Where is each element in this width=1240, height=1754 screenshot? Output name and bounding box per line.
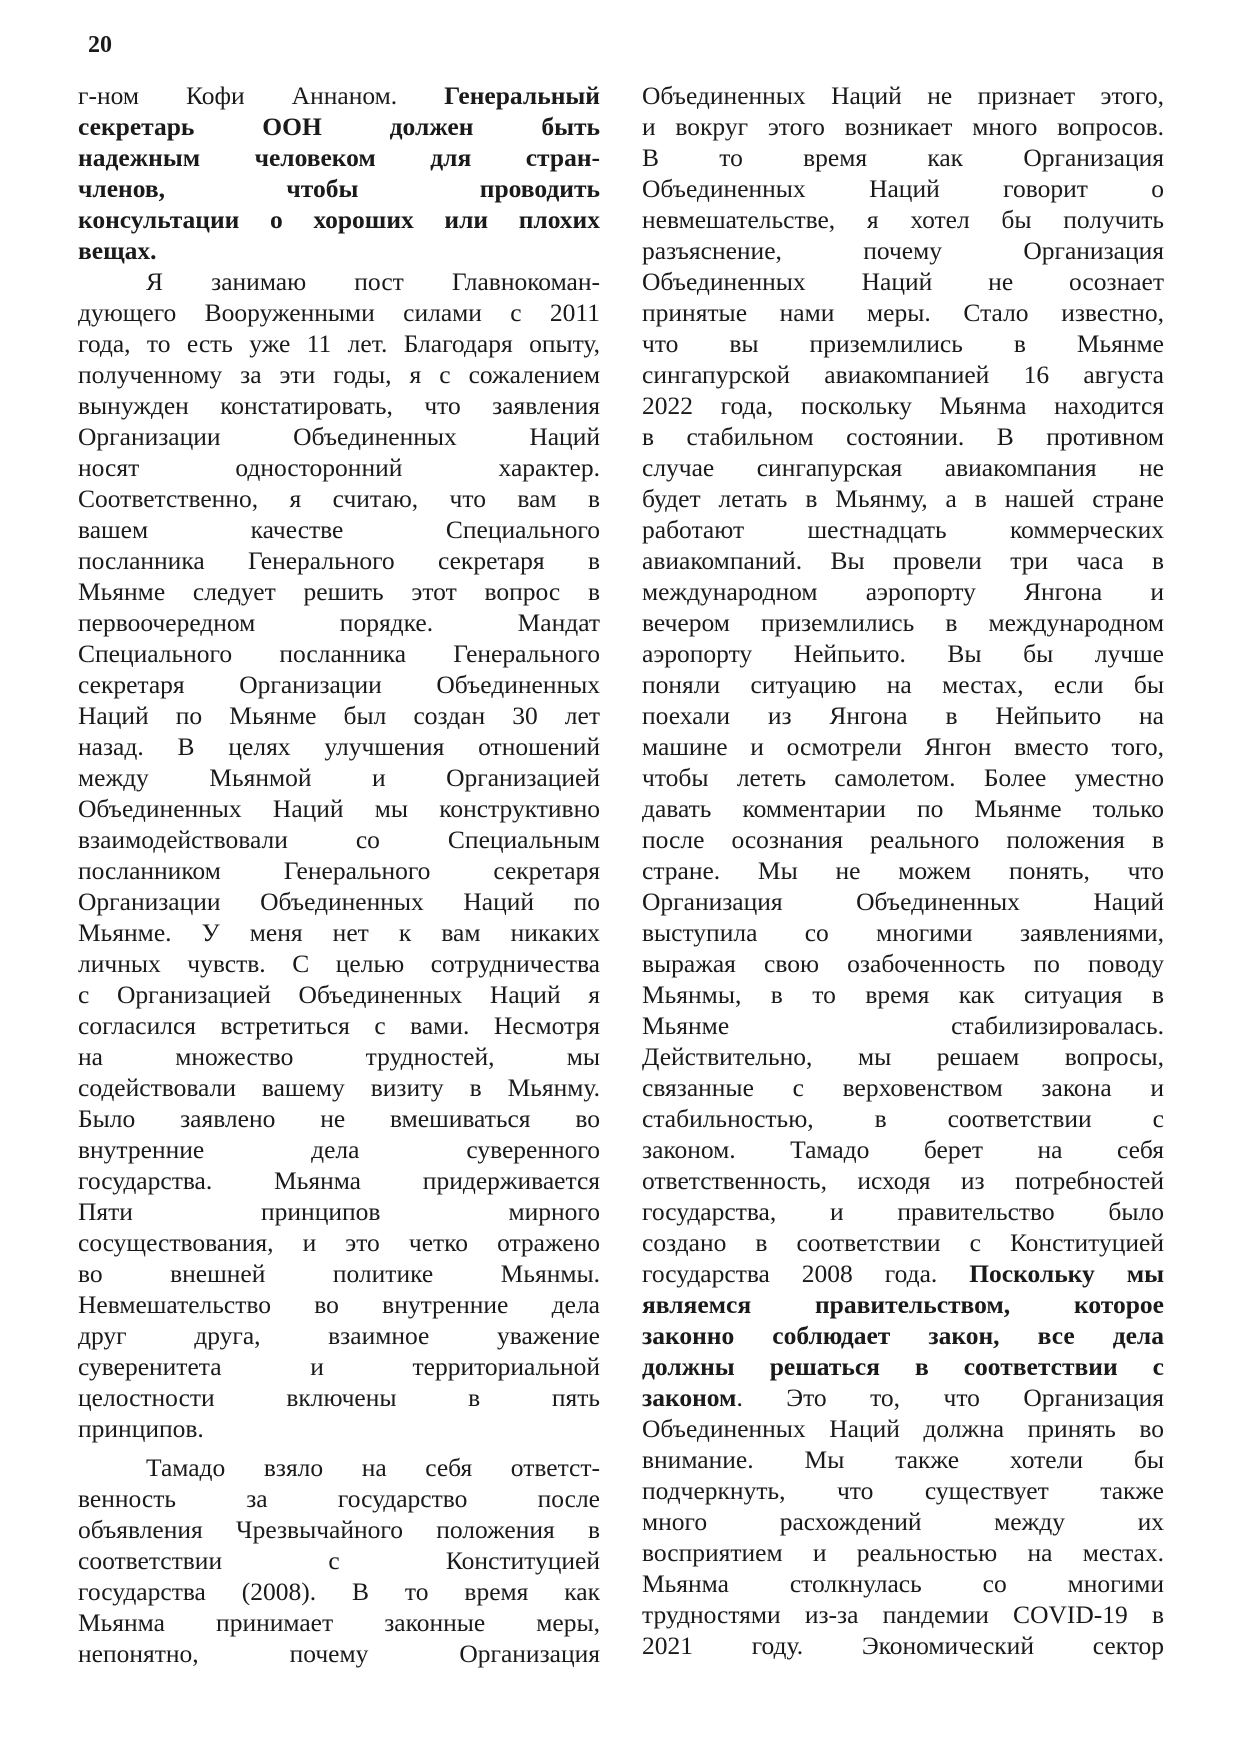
left-column-line [78, 607, 600, 638]
text-run: Мьянме. У меня нет к вам никаких [78, 918, 600, 947]
right-column-line [642, 1041, 1164, 1072]
left-column-line [78, 142, 600, 173]
text-run: взаимодействовали со Специальным [78, 825, 600, 854]
text-run: Соответственно, я считаю, что вам в [78, 484, 600, 513]
left-column-line [78, 948, 600, 979]
text-run: Наций по Мьянме был создан 30 лет [78, 701, 600, 730]
left-column-line [78, 793, 600, 824]
right-column-line [642, 483, 1164, 514]
text-run: посланником Генерального секретаря [78, 856, 600, 885]
text-run: между Мьянмой и Организацией [78, 763, 600, 792]
left-column-line [78, 1413, 600, 1444]
text-run: вечером приземлились в международном [642, 608, 1164, 637]
left-column-line [78, 1576, 600, 1607]
right-column-line [642, 855, 1164, 886]
text-run: Организация Объединенных Наций [642, 887, 1164, 916]
left-column-line [78, 80, 600, 111]
right-column-line [642, 669, 1164, 700]
right-column-line [642, 1103, 1164, 1134]
bold-text: надежным человеком для стран- [78, 143, 600, 172]
text-run: друг друга, взаимное уважение [78, 1321, 600, 1350]
text-run: Объединенных Наций говорит о [642, 174, 1164, 203]
right-column-line [642, 1134, 1164, 1165]
right-column-line [642, 1506, 1164, 1537]
text-run: государства, и правительство было [642, 1197, 1164, 1226]
text-run: восприятием и реальностью на местах. [642, 1538, 1164, 1567]
left-column-line [78, 1638, 600, 1669]
right-column-line [642, 1568, 1164, 1599]
text-run: назад. В целях улучшения отношений [78, 732, 600, 761]
bold-text: являемся правительством, которое [642, 1290, 1164, 1319]
left-column-line [78, 266, 600, 297]
text-run: посланника Генерального секретаря в [78, 546, 600, 575]
text-run: Я занимаю пост Главнокоман- [146, 267, 600, 296]
right-column-line [642, 1351, 1164, 1382]
right-column-line [642, 359, 1164, 390]
left-column-line [78, 297, 600, 328]
text-run: стране. Мы не можем понять, что [642, 856, 1164, 885]
text-run: машине и осмотрели Янгон вместо того, [642, 732, 1164, 761]
text-run: Мьянма принимает законные меры, [78, 1608, 600, 1637]
text-run: Действительно, мы решаем вопросы, [642, 1042, 1164, 1071]
left-column-line [78, 1607, 600, 1638]
text-run: стабильностью, в соответствии с [642, 1104, 1164, 1133]
text-run: принципов. [78, 1414, 204, 1443]
text-run: подчеркнуть, что существует также [642, 1476, 1164, 1505]
text-run: объявления Чрезвычайного положения в [78, 1515, 600, 1544]
text-run: сосуществования, и это четко отражено [78, 1228, 600, 1257]
text-run: дующего Вооруженными силами с 2011 [78, 298, 600, 327]
text-run: Объединенных Наций должна принять во [642, 1414, 1164, 1443]
right-column-line [642, 1289, 1164, 1320]
right-column-line [642, 1599, 1164, 1630]
text-run: на множество трудностей, мы [78, 1042, 600, 1071]
text-run: работают шестнадцать коммерческих [642, 515, 1164, 544]
right-column-line [642, 1165, 1164, 1196]
text-run: много расхождений между их [642, 1507, 1164, 1536]
text-run: вашем качестве Специального [78, 515, 600, 544]
left-column-line [78, 328, 600, 359]
right-column-line [642, 142, 1164, 173]
text-run: сингапурской авиакомпанией 16 августа [642, 360, 1164, 389]
text-run: законом. Тамадо берет на себя [642, 1135, 1164, 1164]
right-column-line [642, 1320, 1164, 1351]
right-column-line [642, 1537, 1164, 1568]
text-run: носят односторонний характер. [78, 453, 600, 482]
left-column-line [78, 762, 600, 793]
text-run: 2021 году. Экономический сектор [642, 1631, 1164, 1660]
text-run: целостности включены в пять [78, 1383, 600, 1412]
text-run: поехали из Янгона в Нейпьито на [642, 701, 1164, 730]
right-column-line [642, 545, 1164, 576]
left-column-line [78, 421, 600, 452]
left-column-line [78, 1072, 600, 1103]
text-run: поняли ситуацию на местах, если бы [642, 670, 1164, 699]
left-column-line [78, 1134, 600, 1165]
left-column-line [78, 1320, 600, 1351]
text-run: разъяснение, почему Организация [642, 236, 1164, 265]
text-run: давать комментарии по Мьянме только [642, 794, 1164, 823]
text-run: суверенитета и территориальной [78, 1352, 600, 1381]
text-run: государства. Мьянма придерживается [78, 1166, 600, 1195]
right-column-line [642, 917, 1164, 948]
right-column-line [642, 948, 1164, 979]
text-run: и вокруг этого возникает много вопросов. [642, 112, 1164, 141]
left-column-line [78, 886, 600, 917]
bold-text: Генеральный [444, 81, 600, 110]
left-column-line [78, 483, 600, 514]
text-run: года, то есть уже 11 лет. Благодаря опыту, [78, 329, 600, 358]
text-run: в стабильном состоянии. В противном [642, 422, 1164, 451]
bold-text: законно соблюдает закон, все дела [642, 1321, 1164, 1350]
text-run: Мьянмы, в то время как ситуация в [642, 980, 1164, 1009]
right-column-line [642, 1413, 1164, 1444]
text-run: В то время как Организация [642, 143, 1164, 172]
bold-text: секретарь ООН должен быть [78, 112, 600, 141]
text-run: Объединенных Наций не осознает [642, 267, 1164, 296]
left-column-line [78, 1483, 600, 1514]
left-column-line [78, 1382, 600, 1413]
text-run: содействовали вашему визиту в Мьянму. [78, 1073, 600, 1102]
right-column-line [642, 1630, 1164, 1661]
text-run: Специального посланника Генерального [78, 639, 600, 668]
left-column-line [78, 204, 600, 235]
text-run: выражая свою озабоченность по поводу [642, 949, 1164, 978]
text-run: 2022 года, поскольку Мьянма находится [642, 391, 1164, 420]
left-column-line [78, 235, 600, 266]
text-run: Невмешательство во внутренние дела [78, 1290, 600, 1319]
text-run: выступила со многими заявлениями, [642, 918, 1164, 947]
text-run: невмешательстве, я хотел бы получить [642, 205, 1164, 234]
bold-text: консультации о хороших или плохих [78, 205, 600, 234]
text-run: Тамадо взяло на себя ответст- [146, 1453, 600, 1482]
right-column-line [642, 824, 1164, 855]
left-column-line [78, 514, 600, 545]
right-column-line [642, 979, 1164, 1010]
right-column-line [642, 452, 1164, 483]
left-column-line [78, 638, 600, 669]
text-run: первоочередном порядке. Мандат [78, 608, 600, 637]
right-column-line [642, 1444, 1164, 1475]
bold-text: законом [642, 1383, 737, 1412]
text-run: Мьянме стабилизировалась. [642, 1011, 1164, 1040]
right-column-line [642, 886, 1164, 917]
right-text-column [642, 80, 1164, 1661]
left-column-line [78, 1103, 600, 1134]
bold-text: Поскольку мы [969, 1259, 1164, 1288]
right-column-line [642, 638, 1164, 669]
left-column-line [78, 855, 600, 886]
bold-text: вещах. [78, 236, 157, 265]
right-column-line [642, 793, 1164, 824]
text-run: будет летать в Мьянму, а в нашей стране [642, 484, 1164, 513]
left-column-line [78, 359, 600, 390]
right-column-line [642, 111, 1164, 142]
left-column-line [78, 917, 600, 948]
text-run: Пяти принципов мирного [78, 1197, 600, 1226]
left-column-line [78, 824, 600, 855]
right-column-line [642, 576, 1164, 607]
text-run: Мьянме следует решить этот вопрос в [78, 577, 600, 606]
right-column-line [642, 173, 1164, 204]
left-column-line [78, 1258, 600, 1289]
text-run: государства (2008). В то время как [78, 1577, 600, 1606]
text-run: вынужден констатировать, что заявления [78, 391, 600, 420]
right-column-line [642, 204, 1164, 235]
right-column-line [642, 731, 1164, 762]
bold-text: должны решаться в соответствии с [642, 1352, 1164, 1381]
right-column-line [642, 80, 1164, 111]
text-run: связанные с верховенством закона и [642, 1073, 1164, 1102]
text-run: непонятно, почему Организация [78, 1639, 600, 1668]
text-run: личных чувств. С целью сотрудничества [78, 949, 600, 978]
left-column-line [78, 545, 600, 576]
left-text-column [78, 80, 600, 1669]
text-run: что вы приземлились в Мьянме [642, 329, 1164, 358]
right-column-line [642, 762, 1164, 793]
left-column-line [78, 1351, 600, 1382]
text-run: международном аэропорту Янгона и [642, 577, 1164, 606]
bold-text: членов, чтобы проводить [78, 174, 600, 203]
text-run: принятые нами меры. Стало известно, [642, 298, 1164, 327]
right-column-line [642, 1010, 1164, 1041]
left-column-line [78, 1165, 600, 1196]
text-run: ответственность, исходя из потребностей [642, 1166, 1164, 1195]
text-run: внутренние дела суверенного [78, 1135, 600, 1164]
right-column-line [642, 1475, 1164, 1506]
left-column-line [78, 700, 600, 731]
text-run: венность за государство после [78, 1484, 600, 1513]
text-run: секретаря Организации Объединенных [78, 670, 600, 699]
right-column-line [642, 235, 1164, 266]
left-column-line [78, 1514, 600, 1545]
left-column-line [78, 1010, 600, 1041]
text-run: соответствии с Конституцией [78, 1546, 600, 1575]
right-column-line [642, 297, 1164, 328]
text-run: внимание. Мы также хотели бы [642, 1445, 1164, 1474]
right-column-line [642, 514, 1164, 545]
text-run: . Это то, что Организация [736, 1383, 1164, 1412]
text-run: Организации Объединенных Наций по [78, 887, 600, 916]
left-column-line [78, 576, 600, 607]
right-column-line [642, 1227, 1164, 1258]
right-column-line [642, 700, 1164, 731]
right-column-line [642, 390, 1164, 421]
text-run: государства 2008 года. [642, 1259, 970, 1288]
left-column-line [78, 1289, 600, 1320]
left-column-line [78, 1227, 600, 1258]
left-column-line [78, 173, 600, 204]
text-run: авиакомпаний. Вы провели три часа в [642, 546, 1164, 575]
text-run: во внешней политике Мьянмы. [78, 1259, 600, 1288]
text-run: с Организацией Объединенных Наций я [78, 980, 600, 1009]
text-run: случае сингапурская авиакомпания не [642, 453, 1164, 482]
text-run: согласился встретиться с вами. Несмотря [78, 1011, 600, 1040]
left-column-line [78, 452, 600, 483]
left-column-line [78, 390, 600, 421]
left-column-line [78, 1452, 600, 1483]
text-run: Мьянма столкнулась со многими [642, 1569, 1164, 1598]
text-run: Объединенных Наций не признает этого, [642, 81, 1164, 110]
text-run: чтобы лететь самолетом. Более уместно [642, 763, 1164, 792]
text-run: аэропорту Нейпьито. Вы бы лучше [642, 639, 1164, 668]
text-run: Объединенных Наций мы конструктивно [78, 794, 600, 823]
text-run: Организации Объединенных Наций [78, 422, 600, 451]
right-column-line [642, 328, 1164, 359]
right-column-line [642, 1196, 1164, 1227]
text-run: полученному за эти годы, я с сожалением [78, 360, 600, 389]
left-column-line [78, 669, 600, 700]
left-column-line [78, 731, 600, 762]
left-column-line [78, 979, 600, 1010]
left-column-line [78, 1196, 600, 1227]
text-run: г-ном Кофи Аннаном. [78, 81, 445, 110]
left-column-line [78, 1545, 600, 1576]
right-column-line [642, 1258, 1164, 1289]
text-run: Было заявлено не вмешиваться во [78, 1104, 600, 1133]
left-column-line [78, 111, 600, 142]
right-column-line [642, 607, 1164, 638]
right-column-line [642, 421, 1164, 452]
right-column-line [642, 266, 1164, 297]
right-column-line [642, 1072, 1164, 1103]
text-run: создано в соответствии с Конституцией [642, 1228, 1164, 1257]
text-run: после осознания реального положения в [642, 825, 1164, 854]
text-run: трудностями из-за пандемии COVID-19 в [642, 1600, 1164, 1629]
page-number: 20 [88, 32, 112, 58]
right-column-line [642, 1382, 1164, 1413]
left-column-line [78, 1041, 600, 1072]
